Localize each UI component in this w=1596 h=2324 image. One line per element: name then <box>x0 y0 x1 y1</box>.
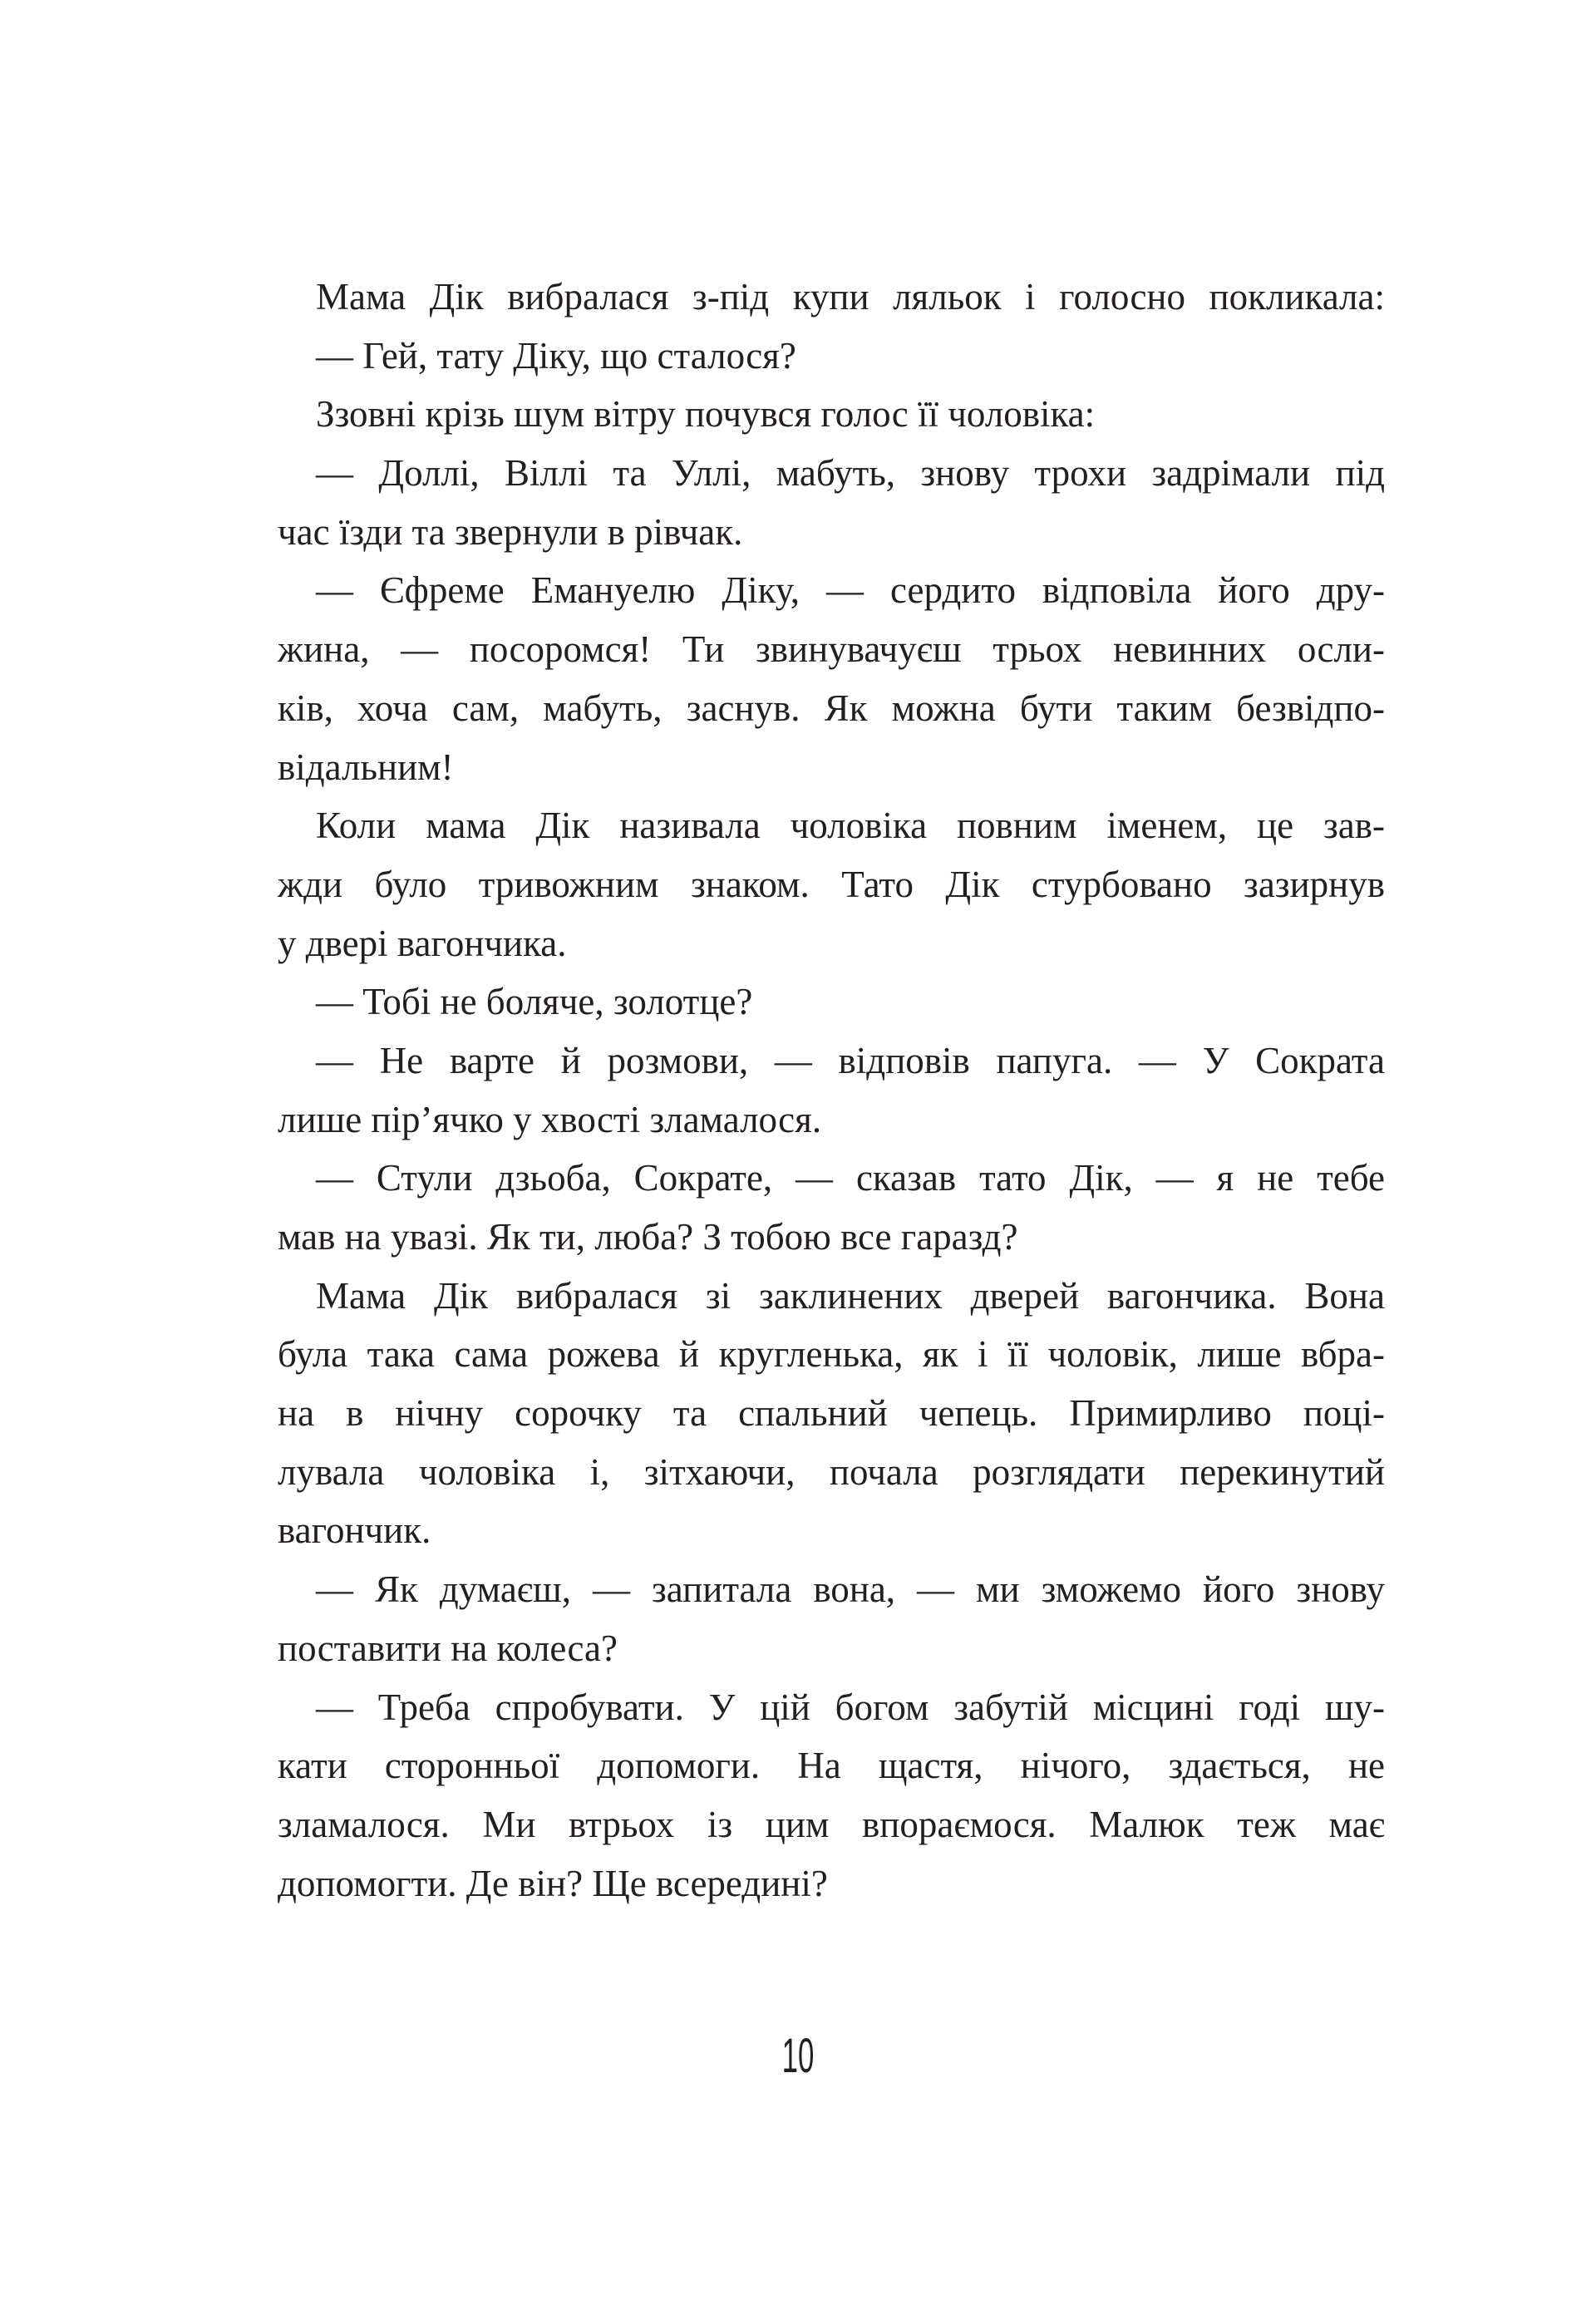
text-line: лише пір’ячко у хвості зламалося. <box>278 1098 822 1140</box>
text-line: кати сторонньої допомоги. На щастя, нічого, здається, не <box>278 1745 1385 1787</box>
body-text <box>278 268 1385 1913</box>
text-line: — Стули дзьоба, Сократе, — сказав тато Дік, — я не тебе <box>316 1157 1385 1199</box>
text-line: — Треба спробувати. У цій богом забутій місцині годі шу- <box>316 1686 1385 1728</box>
text-line: ків, хоча сам, мабуть, заснув. Як можна бути таким безвідпо- <box>278 687 1385 729</box>
text-line: на в нічну сорочку та спальний чепець. Примирливо поці- <box>278 1392 1385 1435</box>
text-line: була така сама рожева й кругленька, як і її чоловік, лише вбра- <box>278 1333 1385 1376</box>
text-line: — Доллі, Віллі та Уллі, мабуть, знову трохи задрімали під <box>316 452 1385 495</box>
page-number: 10 <box>781 2029 815 2083</box>
text-line: — Тобі не боляче, золотце? <box>316 981 753 1023</box>
text-line: — Гей, тату Діку, що сталося? <box>316 334 796 377</box>
text-line: — Як думаєш, — запитала вона, — ми зможемо його знову <box>316 1568 1385 1611</box>
text-line: вагончик. <box>278 1509 431 1552</box>
text-line: мав на увазі. Як ти, люба? З тобою все гаразд? <box>278 1216 1018 1258</box>
text-line: — Не варте й розмови, — відповів папуга. — У Сократа <box>316 1039 1385 1081</box>
text-line: поставити на колеса? <box>278 1627 618 1669</box>
text-line: жди було тривожним знаком. Тато Дік стурбовано зазирнув <box>278 863 1385 905</box>
text-line: Мама Дік вибралася з-під купи ляльок і голосно покликала: <box>316 276 1385 318</box>
text-line: Мама Дік вибралася зі заклинених дверей вагончика. Вона <box>316 1274 1385 1317</box>
text-line: час їзди та звернули в рівчак. <box>278 510 743 553</box>
text-line: Ззовні крізь шум вітру почувся голос її чоловіка: <box>316 393 1096 436</box>
text-line: у двері вагончика. <box>278 922 567 964</box>
text-line: зламалося. Ми втрьох із цим впораємося. Малюк теж має <box>278 1803 1385 1845</box>
text-line: — Єфреме Емануелю Діку, — сердито відповіла його дру- <box>316 569 1385 612</box>
text-line: лувала чоловіка і, зітхаючи, почала розглядати перекинутий <box>278 1450 1385 1493</box>
text-line: Коли мама Дік називала чоловіка повним іменем, це зав- <box>316 805 1385 847</box>
text-line: допомогти. Де він? Ще всередині? <box>278 1862 828 1904</box>
text-line: жина, — посоромся! Ти звинувачуєш трьох невинних осли- <box>278 628 1385 671</box>
text-line: відальним! <box>278 746 454 788</box>
